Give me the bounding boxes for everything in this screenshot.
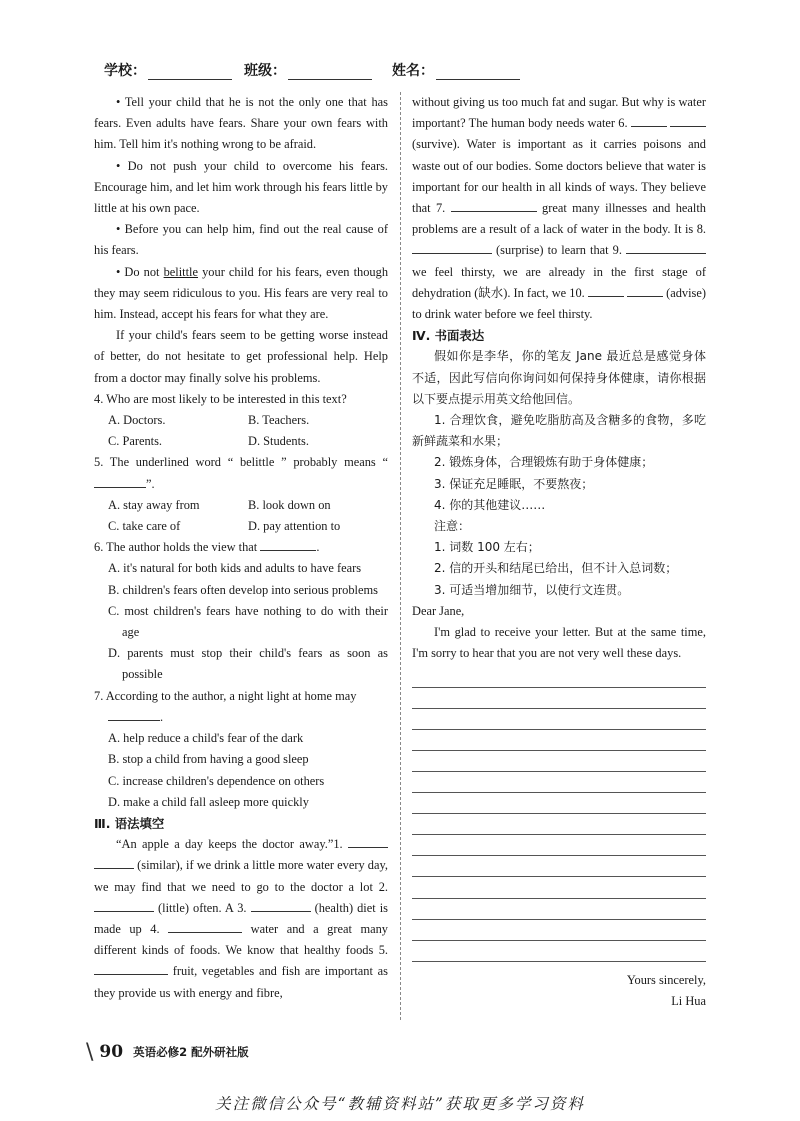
note-1: 1. 词数 100 左右； xyxy=(434,540,540,555)
writing-prompt: 假如你是李华，你的笔友 Jane 最近总是感觉身体不适，因此写信向你询问如何保持身体健康，请你根据以下要点提示用英文给他回信。 xyxy=(412,349,706,406)
book-title: 英语必修2 配外研社版 xyxy=(133,1045,249,1059)
point-4: 4. 你的其他建议…… xyxy=(434,497,546,512)
right-column xyxy=(412,92,706,1012)
closing-paragraph: If your child's fears seem to be getting worse instead of better, do not hesitate to get professional help. Help from a doctor may finally solve his problems. xyxy=(94,328,388,385)
section-3-title: Ⅲ. 语法填空 xyxy=(94,815,165,831)
underlined-word: belittle xyxy=(163,264,199,279)
page-footer xyxy=(86,1040,249,1064)
note-3: 3. 可适当增加细节，以使行文连贯。 xyxy=(434,582,630,597)
writing-line[interactable] xyxy=(412,793,706,814)
q7-blank[interactable] xyxy=(108,708,160,721)
point-3: 3. 保证充足睡眠，不要熬夜； xyxy=(434,476,594,491)
tip-3: • Before you can help him, find out the real cause of his fears. xyxy=(94,222,388,258)
writing-line[interactable] xyxy=(412,730,706,751)
q7-option-c[interactable]: C. increase children's dependence on others xyxy=(108,773,325,788)
q6-option-a[interactable]: A. it's natural for both kids and adults to have fears xyxy=(108,561,362,576)
grammar-passage-cont: without giving us too much fat and sugar. But why is water important? The human body needs water 6. (survive). Water is important as it carries poisons and waste out of our bodies. Some doctors believe that water is important for our health in all kinds of ways. They believe that 7. great many illnesses and health problems are a result of a lack of water in the body. It is 8. (surprise) to learn that 9. we feel thirsty, we are already in the first stage of dehydration (缺水). In fact, we 10. (advise) to drink water before we feel thirsty. xyxy=(412,95,706,322)
blank-6b[interactable] xyxy=(670,114,706,127)
writing-line[interactable] xyxy=(412,835,706,856)
letter-salutation: Dear Jane, xyxy=(412,603,465,618)
letter-signature: Li Hua xyxy=(671,994,706,1008)
question-5: 5. The underlined word “ belittle ” probably means “”. xyxy=(94,455,388,491)
writing-line[interactable] xyxy=(412,899,706,920)
q7-option-a[interactable]: A. help reduce a child's fear of the dark xyxy=(108,731,304,746)
q6-option-c[interactable]: C. most children's fears have nothing to do with their age xyxy=(108,603,388,640)
blank-5[interactable] xyxy=(94,962,168,975)
blank-6a[interactable] xyxy=(631,114,667,127)
q5-option-d[interactable]: D. pay attention to xyxy=(248,519,341,534)
blank-4[interactable] xyxy=(168,920,242,933)
writing-line[interactable] xyxy=(412,688,706,709)
blank-1a[interactable] xyxy=(348,835,388,848)
school-label: 学校： xyxy=(104,63,146,79)
q4-option-d[interactable]: D. Students. xyxy=(248,434,309,449)
blank-8[interactable] xyxy=(412,241,492,254)
school-blank[interactable] xyxy=(148,65,232,80)
tip-2: • Do not push your child to overcome his fears. Encourage him, and let him work through his fears little by little at his own pace. xyxy=(94,158,388,216)
left-column xyxy=(94,92,388,1004)
question-7: 7. According to the author, a night light at home may xyxy=(94,688,357,703)
note-label: 注意： xyxy=(434,519,471,534)
q5-option-a[interactable]: A. stay away from xyxy=(108,497,200,512)
q6-option-d[interactable]: D. parents must stop their child's fears as soon as possible xyxy=(108,646,388,682)
writing-line[interactable] xyxy=(412,877,706,898)
name-blank[interactable] xyxy=(436,65,520,80)
name-field xyxy=(392,60,520,80)
letter-closing: Yours sincerely, xyxy=(626,972,706,987)
tip-1: • Tell your child that he is not the only one that has fears. Even adults have fears. Share your own fears with him. Tell him it's nothing wrong to be afraid. xyxy=(94,95,388,152)
question-6: 6. The author holds the view that . xyxy=(94,540,320,555)
writing-line[interactable] xyxy=(412,814,706,835)
writing-line[interactable] xyxy=(412,941,706,962)
class-field xyxy=(244,60,372,80)
q5-blank[interactable] xyxy=(94,475,146,488)
class-label: 班级： xyxy=(244,63,286,79)
blank-3[interactable] xyxy=(251,899,311,912)
question-4: 4. Who are most likely to be interested in this text? xyxy=(94,391,347,406)
letter-opening: I'm glad to receive your letter. But at the same time, I'm sorry to hear that you are not very well these days. xyxy=(412,625,706,661)
q7-option-d[interactable]: D. make a child fall asleep more quickly xyxy=(108,794,309,809)
page-number: 90 xyxy=(99,1042,124,1062)
q4-option-b[interactable]: B. Teachers. xyxy=(248,413,310,428)
writing-line[interactable] xyxy=(412,751,706,772)
grammar-passage: “An apple a day keeps the doctor away.”1. (similar), if we drink a little more water every day, we may find that we need to go to the doctor a lot 2. (little) often. A 3. (health) diet is made up 4. water and a great many different kinds of foods. We know that healthy foods 5. fruit, vegetables and fish are important as they provide us with energy and fibre, xyxy=(94,837,388,1000)
q5-options-row2 xyxy=(94,516,388,537)
q6-option-b[interactable]: B. children's fears often develop into serious problems xyxy=(108,582,378,597)
blank-10a[interactable] xyxy=(588,284,624,297)
header xyxy=(104,60,704,82)
blank-7[interactable] xyxy=(451,199,537,212)
point-1: 1. 合理饮食，避免吃脂肪高及含糖多的食物，多吃新鲜蔬菜和水果； xyxy=(412,413,706,449)
blank-2[interactable] xyxy=(94,899,154,912)
q7-option-b[interactable]: B. stop a child from having a good sleep xyxy=(108,752,309,767)
q4-option-a[interactable]: A. Doctors. xyxy=(108,413,166,428)
q5-options-row1 xyxy=(94,495,388,516)
tip-4: • Do not belittle your child for his fears, even though they may seem ridiculous to you. His fears are very real to him. Instead, accept his fears for what they are. xyxy=(94,264,389,322)
section-4-title: Ⅳ. 书面表达 xyxy=(412,328,485,344)
writing-line[interactable] xyxy=(412,666,706,687)
note-2: 2. 信的开头和结尾已给出，但不计入总词数； xyxy=(434,561,678,576)
point-2: 2. 锻炼身体，合理锻炼有助于身体健康； xyxy=(434,455,654,470)
writing-line[interactable] xyxy=(412,920,706,941)
blank-9[interactable] xyxy=(626,241,706,254)
footer-slash: \ xyxy=(86,1039,94,1065)
q4-options-row2 xyxy=(94,431,388,452)
writing-line[interactable] xyxy=(412,856,706,877)
q4-options-row1 xyxy=(94,410,388,431)
class-blank[interactable] xyxy=(288,65,372,80)
name-label: 姓名： xyxy=(392,63,434,79)
q6-blank[interactable] xyxy=(260,538,316,551)
writing-line[interactable] xyxy=(412,772,706,793)
blank-10b[interactable] xyxy=(627,284,663,297)
column-divider xyxy=(400,92,401,1020)
q5-option-b[interactable]: B. look down on xyxy=(248,497,331,512)
writing-line[interactable] xyxy=(412,709,706,730)
q5-option-c[interactable]: C. take care of xyxy=(108,519,181,534)
q7-blank-line: . xyxy=(94,707,388,728)
blank-1b[interactable] xyxy=(94,856,134,869)
school-field xyxy=(104,60,232,80)
promo-text: 关注微信公众号“教辅资料站”获取更多学习资料 xyxy=(215,1095,585,1113)
q4-option-c[interactable]: C. Parents. xyxy=(108,434,163,449)
writing-area[interactable] xyxy=(412,666,706,961)
